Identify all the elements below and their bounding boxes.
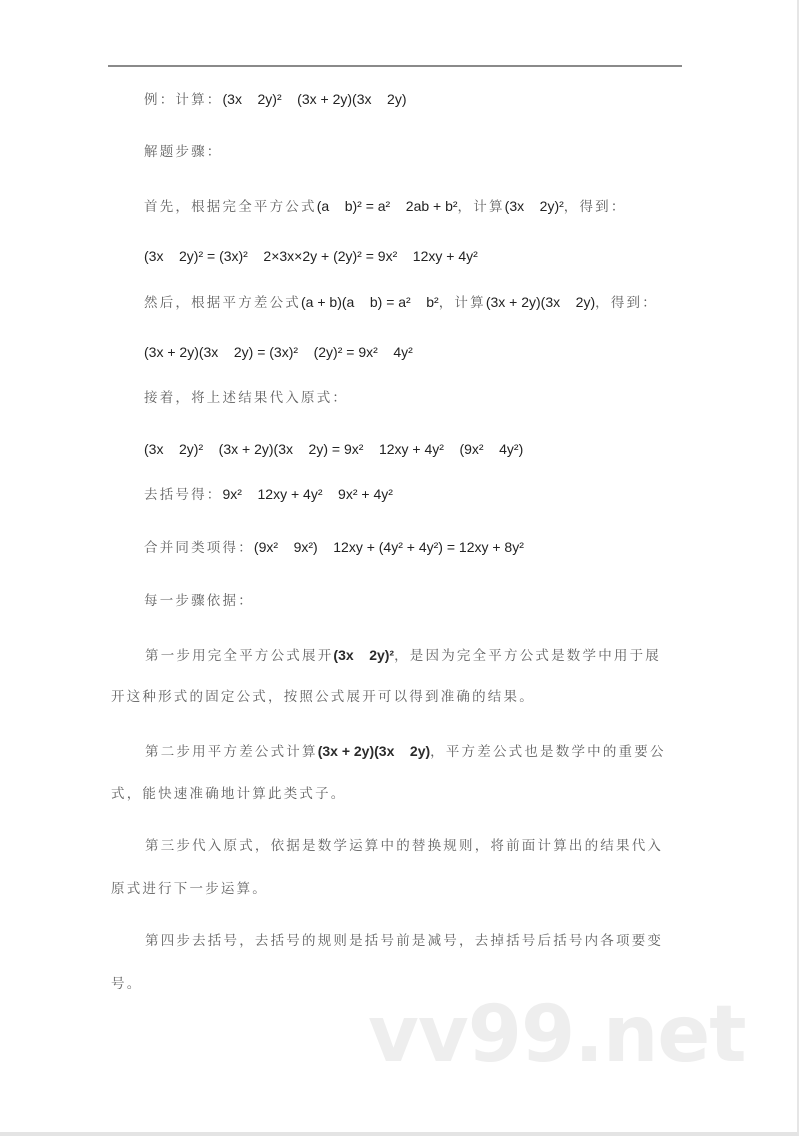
difference-result: (3x + 2y)(3x 2y) = (3x)² (2y)² = 9x² 4y² (144, 344, 413, 360)
text-segment: 第四步去括号，去括号的规则是括号前是减号，去掉括号后括号内各项要变 (145, 933, 664, 949)
paragraph-step3-line1 (145, 836, 663, 856)
paragraph-step2-line2 (111, 784, 347, 804)
text-segment: 去括号得： (144, 487, 223, 503)
text-segment: 号。 (111, 976, 143, 992)
text-segment: ，得到： (595, 295, 658, 311)
steps-heading (144, 142, 223, 162)
equation-line (144, 342, 413, 363)
basis-heading (144, 591, 254, 611)
example-line (144, 89, 406, 110)
step-then-line (144, 292, 658, 313)
text-segment: 第一步用完全平方公式展开 (145, 648, 334, 664)
text-segment: 原式进行下一步运算。 (111, 881, 268, 897)
square-expansion-result: (3x 2y)² = (3x)² 2×3x×2y + (2y)² = 9x² 12xy + 4y² (144, 248, 478, 264)
math-segment: (3x + 2y)(3x 2y) (317, 743, 431, 759)
math-segment: (3x 2y)² (333, 647, 395, 663)
step-next-line (144, 388, 348, 408)
math-segment: (3x + 2y)(3x 2y) (485, 294, 596, 310)
paragraph-step1-line1 (145, 645, 661, 666)
difference-of-squares-formula: (a + b)(a b) = a² b² (301, 294, 439, 310)
paragraph-step1-line2 (111, 687, 535, 707)
perfect-square-formula: (a b)² = a² 2ab + b² (316, 198, 458, 214)
header-rule (108, 65, 682, 67)
text-segment: 每一步骤依据： (144, 593, 254, 609)
combine-terms-line (144, 537, 524, 558)
text-segment: ，得到： (563, 199, 627, 215)
steps-heading-text: 解题步骤： (144, 144, 223, 160)
step-first-line (144, 196, 627, 217)
equation-line (144, 246, 478, 267)
text-segment: 然后，根据平方差公式 (144, 295, 301, 311)
text-segment: 开这种形式的固定公式，按照公式展开可以得到准确的结果。 (111, 689, 535, 705)
text-segment: 第三步代入原式，依据是数学运算中的替换规则，将前面计算出的结果代入 (145, 838, 664, 854)
paragraph-step4-line2 (111, 974, 142, 994)
remove-brackets-line (144, 484, 393, 505)
final-result: (9x² 9x²) 12xy + (4y² + 4y²) = 12xy + 8y² (253, 539, 524, 555)
watermark: vv99.net (368, 990, 746, 1080)
text-segment: ，是因为完全平方公式是数学中用于展 (394, 648, 662, 664)
paragraph-step2-line1 (145, 741, 666, 762)
text-segment: ，计算 (457, 199, 505, 215)
example-expression: (3x 2y)² (3x + 2y)(3x 2y) (222, 91, 407, 107)
text-segment: 首先，根据完全平方公式 (144, 199, 317, 215)
text-segment: 式，能快速准确地计算此类式子。 (111, 786, 347, 802)
substitution-result: (3x 2y)² (3x + 2y)(3x 2y) = 9x² 12xy + 4y² (9x² 4y²) (144, 441, 524, 457)
text-segment: 接着，将上述结果代入原式： (144, 390, 349, 406)
math-segment: 9x² 12xy + 4y² 9x² + 4y² (222, 486, 393, 502)
math-segment: (3x 2y)² (504, 198, 564, 214)
equation-line (144, 439, 523, 460)
paragraph-step3-line2 (111, 879, 268, 899)
text-segment: 第二步用平方差公式计算 (145, 744, 318, 760)
paragraph-step4-line1 (145, 931, 663, 951)
text-segment: ，计算 (438, 295, 486, 311)
text-segment: 合并同类项得： (144, 540, 254, 556)
text-segment: ，平方差公式也是数学中的重要公 (430, 744, 666, 760)
example-label: 例：计算： (144, 92, 223, 108)
